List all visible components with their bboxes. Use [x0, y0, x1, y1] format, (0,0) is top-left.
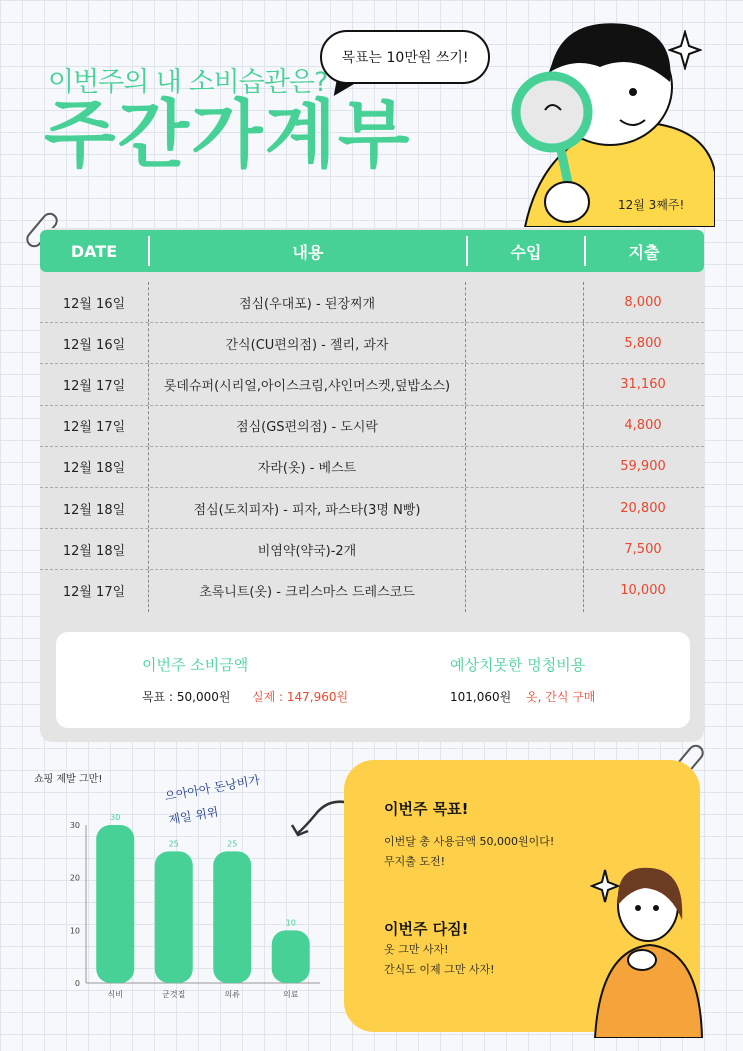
week-label: 12월 3째주! — [618, 198, 685, 212]
table-row — [40, 323, 704, 364]
summary-box — [56, 632, 690, 728]
chart-bar — [272, 930, 310, 983]
row-description: 간식(CU편의점) - 젤리, 과자 — [148, 323, 466, 363]
row-expense: 5,800 — [624, 335, 662, 351]
row-income — [466, 282, 584, 322]
row-expense: 31,160 — [620, 376, 666, 392]
chart-bar — [213, 851, 251, 983]
row-income — [466, 570, 584, 611]
table-row — [40, 529, 704, 570]
resolve-line-2: 간식도 이제 그만 사자! — [384, 963, 495, 976]
x-tick-label: 의료 — [283, 990, 299, 999]
y-tick-label: 30 — [69, 821, 80, 830]
row-description: 초록니트(옷) - 크리스마스 드레스코드 — [148, 570, 466, 611]
row-description: 점심(GS편의점) - 도시락 — [148, 406, 466, 446]
row-description: 점심(우대포) - 된장찌개 — [148, 282, 466, 322]
chart-note: 쇼핑 제발 그만! — [34, 774, 103, 785]
summary-waste-reason: 옷, 간식 구매 — [526, 690, 596, 704]
bar-value-label: 25 — [168, 839, 179, 849]
goal-line-1: 이번달 총 사용금액 50,000원이다! — [384, 835, 555, 848]
summary-waste-amount: 101,060원 — [450, 690, 512, 704]
row-income — [466, 406, 584, 446]
table-row — [40, 570, 704, 611]
row-expense: 7,500 — [624, 541, 662, 557]
row-expense: 4,800 — [624, 418, 662, 434]
summary-spending-heading: 이번주 소비금액 — [142, 656, 249, 674]
subtitle: 이번주의 내 소비습관은? — [48, 67, 328, 98]
header-expense: 지출 — [628, 242, 660, 262]
goal-heading: 이번주 목표! — [384, 800, 469, 818]
row-date: 12월 16일 — [62, 296, 126, 312]
table-row — [40, 447, 704, 488]
chart-bar — [155, 851, 193, 983]
summary-goal: 목표 : 50,000원 — [142, 690, 231, 704]
bar-value-label: 10 — [285, 918, 296, 928]
header-income: 수입 — [510, 242, 542, 262]
goal-line-2: 무지출 도전! — [384, 855, 446, 868]
row-date: 12월 17일 — [62, 420, 126, 436]
row-date: 12월 18일 — [62, 502, 126, 518]
table-row — [40, 406, 704, 447]
row-expense: 8,000 — [624, 294, 662, 310]
x-tick-label: 식비 — [107, 990, 123, 999]
chart-annotation-line-1: 으아아아 돈낭비가 — [163, 772, 261, 804]
bar-value-label: 25 — [227, 839, 238, 849]
sparkle-icon — [590, 868, 620, 904]
row-income — [466, 364, 584, 404]
row-description: 점심(도치피자) - 피자, 파스타(3명 N빵) — [148, 488, 466, 528]
y-tick-label: 0 — [74, 979, 80, 988]
resolve-text — [384, 940, 495, 980]
speech-bubble-text: 목표는 10만원 쓰기! — [341, 50, 469, 66]
table-row — [40, 282, 704, 323]
summary-actual: 실제 : 147,960원 — [252, 690, 349, 704]
row-income — [466, 323, 584, 363]
x-tick-label: 군것질 — [162, 990, 186, 999]
row-date: 12월 18일 — [62, 543, 126, 559]
row-income — [466, 529, 584, 569]
chart-annotation-line-2: 제일 위위 — [167, 804, 220, 828]
table-row — [40, 488, 704, 529]
y-tick-label: 20 — [69, 873, 80, 883]
chart-bar — [96, 825, 134, 983]
x-tick-label: 의류 — [224, 990, 240, 999]
resolve-line-1: 옷 그만 사자! — [384, 943, 449, 956]
page-title: 주간가계부 — [44, 92, 412, 178]
header-date: DATE — [70, 241, 118, 261]
spending-bar-chart — [60, 805, 330, 1005]
row-description: 자라(옷) - 베스트 — [148, 447, 466, 487]
row-description: 비염약(약국)-2개 — [148, 529, 466, 569]
row-income — [466, 488, 584, 528]
header-desc: 내용 — [292, 242, 324, 262]
sparkle-icon — [668, 30, 702, 70]
table-row — [40, 364, 704, 405]
y-tick-label: 10 — [69, 926, 80, 936]
goal-text — [384, 832, 554, 872]
bar-value-label: 30 — [110, 813, 121, 822]
row-income — [466, 447, 584, 487]
row-date: 12월 17일 — [62, 378, 126, 394]
row-expense: 20,800 — [620, 500, 666, 516]
table-header — [40, 230, 704, 272]
row-description: 롯데슈퍼(시리얼,아이스크림,샤인머스켓,덮밥소스) — [148, 364, 466, 404]
table-body — [40, 282, 704, 612]
row-expense: 10,000 — [620, 583, 666, 599]
row-date: 12월 18일 — [62, 461, 126, 477]
row-date: 12월 17일 — [62, 585, 126, 601]
row-expense: 59,900 — [620, 459, 666, 475]
row-date: 12월 16일 — [62, 337, 126, 353]
summary-waste-heading: 예상치못한 멍청비용 — [450, 656, 586, 674]
speech-bubble — [320, 30, 490, 84]
resolve-heading: 이번주 다짐! — [384, 920, 469, 938]
